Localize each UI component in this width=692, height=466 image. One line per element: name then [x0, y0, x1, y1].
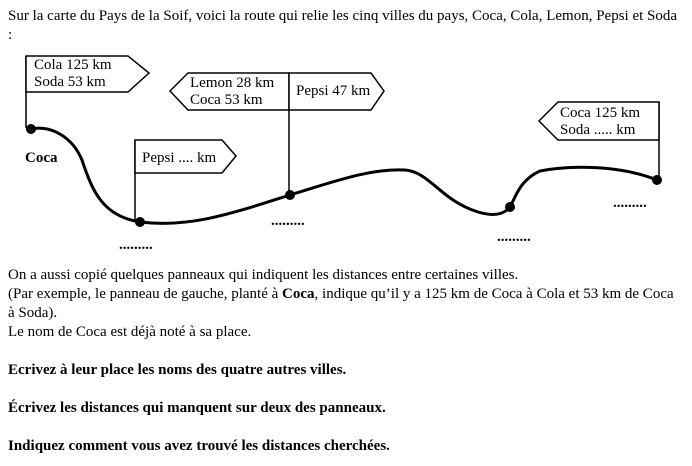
- sign-right-line1: Coca 125 km: [560, 105, 640, 121]
- sign-coca-line2: Soda 53 km: [34, 74, 106, 90]
- paragraph-signs-copied: On a aussi copié quelques panneaux qui indiquent les distances entre certaines villes.: [8, 267, 519, 283]
- town-label-coca: Coca: [25, 150, 58, 166]
- example-text-after: , indique qu’il y a 125 km de Coca à Cola et 53 km de Coca à Soda).: [8, 286, 674, 321]
- example-text-before: (Par exemple, le panneau de gauche, planté à: [8, 286, 283, 302]
- town-dot-4: [505, 202, 515, 212]
- road-line: [31, 128, 657, 223]
- intro-paragraph: Sur la carte du Pays de la Soif, voici la route qui relie les cinq villes du pays, Coca, Cola, Lemon, Pepsi et Soda :: [8, 8, 678, 43]
- town-dot-coca: [26, 124, 36, 134]
- town-dot-3: [285, 190, 295, 200]
- sign-middle-right-line1: Pepsi 47 km: [296, 83, 371, 99]
- town-dot-5: [652, 175, 662, 185]
- sign-right-line2: Soda ..... km: [560, 122, 636, 138]
- spacer: [8, 418, 684, 437]
- sign-pepsi-blank: [135, 140, 236, 220]
- town-label-blank-4: .........: [497, 229, 531, 245]
- question-2: Écrivez les distances qui manquent sur deux des panneaux.: [8, 400, 386, 416]
- sign-coca: [26, 56, 149, 128]
- question-3: Indiquez comment vous avez trouvé les distances cherchées.: [8, 438, 390, 454]
- sign-pepsi-blank-line1: Pepsi .... km: [142, 150, 217, 166]
- body-text: [8, 266, 684, 456]
- example-text-bold: Coca: [282, 286, 315, 302]
- sign-middle-left: [170, 73, 289, 193]
- question-1: Ecrivez à leur place les noms des quatre autres villes.: [8, 362, 347, 378]
- sign-middle-left-line1: Lemon 28 km: [190, 75, 275, 91]
- paragraph-coca-placed: Le nom de Coca est déjà noté à sa place.: [8, 324, 252, 340]
- sign-middle-right: [289, 73, 384, 110]
- town-label-blank-2: .........: [119, 237, 153, 253]
- sign-coca-line1: Cola 125 km: [34, 57, 112, 73]
- paragraph-example: [8, 285, 684, 323]
- town-label-blank-5: .........: [613, 195, 647, 211]
- spacer: [8, 342, 684, 361]
- town-label-blank-3: .........: [271, 213, 305, 229]
- spacer: [8, 380, 684, 399]
- town-dot-2: [135, 217, 145, 227]
- sign-middle-left-line2: Coca 53 km: [190, 92, 263, 108]
